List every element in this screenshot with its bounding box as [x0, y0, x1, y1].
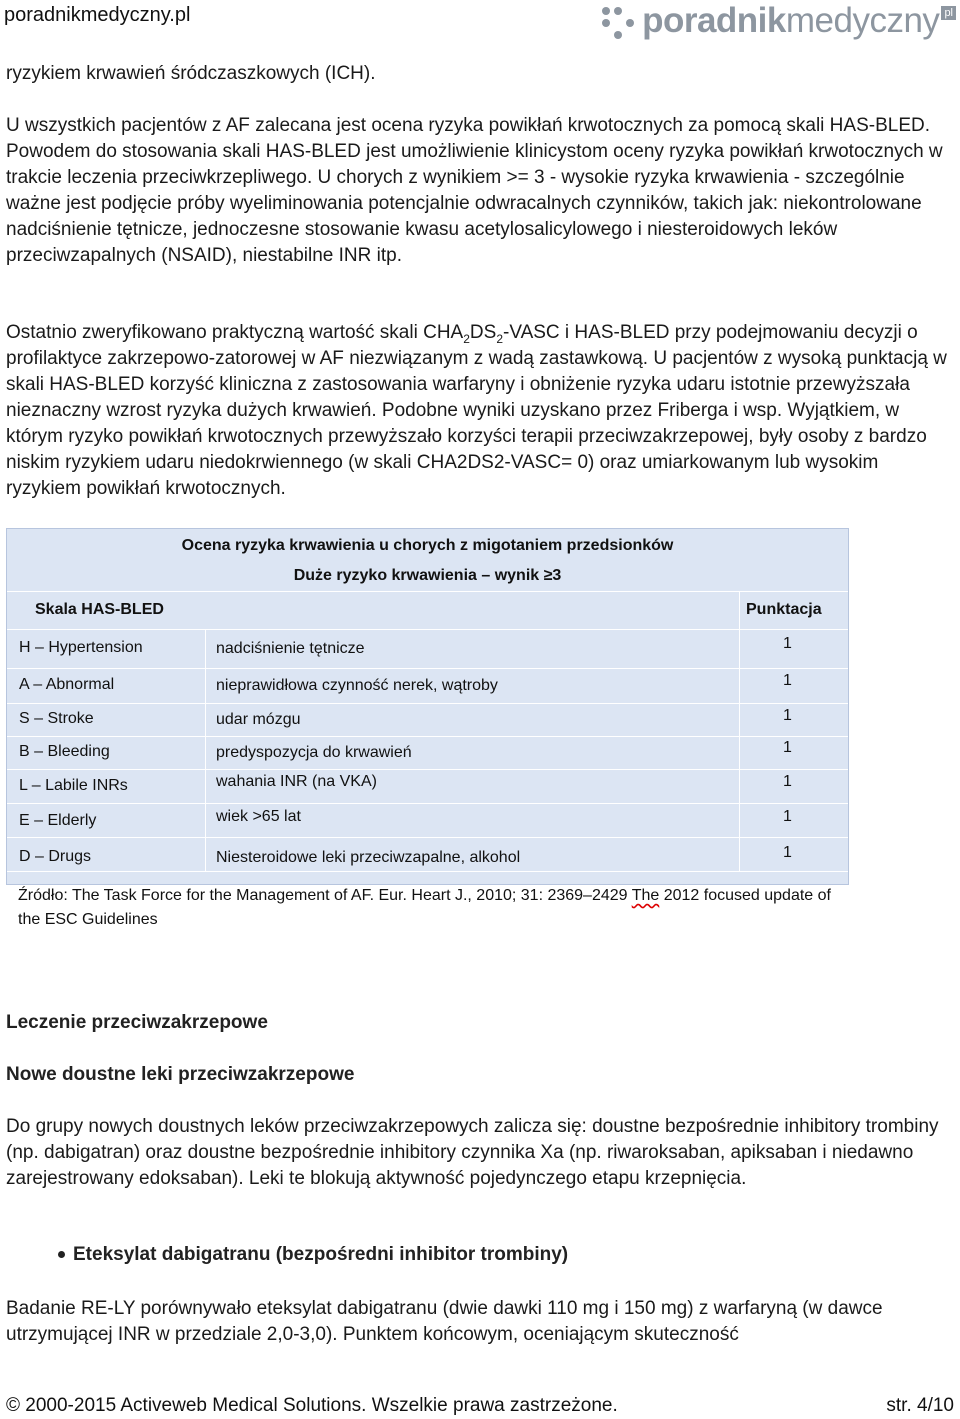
footer-copyright: © 2000-2015 Activeweb Medical Solutions. Wszelkie prawa zastrzeżone.: [6, 1395, 618, 1416]
table-row-desc: wiek >65 lat: [216, 808, 301, 825]
table-row-letter: H – Hypertension: [19, 639, 143, 656]
paragraph-5: Badanie RE-LY porównywało eteksylat dabigatranu (dwie dawki 110 mg i 150 mg) z warfaryną (w dawce utrzymującej INR w przedziale 2,0-3,0). Punktem końcowym, oceniającym skuteczność: [6, 1298, 883, 1345]
table-row-letter: S – Stroke: [19, 710, 94, 727]
site-name: poradnikmedyczny.pl: [4, 4, 191, 26]
subsection-heading: Nowe doustne leki przeciwzakrzepowe: [6, 1064, 355, 1085]
section-heading: Leczenie przeciwzakrzepowe: [6, 1012, 268, 1033]
table-row-letter: E – Elderly: [19, 812, 97, 829]
table-row-desc: Niesteroidowe leki przeciwzapalne, alkohol: [216, 849, 521, 866]
table-row-points: 1: [783, 808, 792, 825]
table-row-points: 1: [783, 844, 792, 861]
page-number: str. 4/10: [886, 1395, 954, 1416]
table-row-letter: D – Drugs: [19, 848, 92, 865]
table-row-points: 1: [783, 707, 792, 724]
table-title: Ocena ryzyka krwawienia u chorych z migotaniem przedsionków: [181, 537, 674, 554]
logo-badge: pl: [941, 6, 956, 20]
bullet-icon: [58, 1251, 65, 1258]
table-row-points: 1: [783, 773, 792, 790]
paragraph-4: Do grupy nowych doustnych leków przeciwzakrzepowych zalicza się: doustne bezpośrednie inhibitory trombiny (np. dabigatran) oraz doustne bezpośrednie inhibitory czynnika Xa (np. riwaroksaban, apiksaban i niedawno zarejestrowany edoksaban). Leki te blokują aktywność pojedynczego etapu krzepnięcia.: [6, 1116, 939, 1189]
column-header-points: Punktacja: [746, 601, 822, 618]
table-row-letter: B – Bleeding: [19, 743, 110, 760]
paragraph-1: ryzykiem krwawień śródczaszkowych (ICH).: [6, 63, 376, 84]
table-row-points: 1: [783, 739, 792, 756]
column-header-scale: Skala HAS-BLED: [35, 601, 164, 618]
site-logo: [600, 0, 956, 42]
table-row-desc: nadciśnienie tętnicze: [216, 640, 365, 657]
table-row-letter: A – Abnormal: [19, 676, 115, 693]
table-row-points: 1: [783, 672, 792, 689]
table-row-letter: L – Labile INRs: [19, 777, 128, 794]
paragraph-3: Ostatnio zweryfikowano praktyczną wartość skali $CHA_2DS_2$-VASC i HAS-BLED przy podejmowaniu decyzji o profilaktyce zakrzepowo-zatorowej w AF niezwiązanym z wadą zastawkową. U pacjentów z wysoką punktacją w skali HAS-BLED korzyść kliniczna z zastosowania warfaryny i obniżenie ryzyka udaru istotnie przewyższała nieznaczny wzrost ryzyka dużych krwawień. Podobne wyniki uzyskano przez Friberga i wsp. Wyjątkiem, w którym ryzyko powikłań krwotocznych przewyższało korzyści terapii przeciwzakrzepowej, były osoby z bardzo niskim ryzykiem udaru niedokrwiennego (w skali CHA2DS2-VASC= 0) oraz umiarkowanym lub wysokim ryzykiem powikłań krwotocznych.: [6, 322, 947, 499]
table-row-desc: nieprawidłowa czynność nerek, wątroby: [216, 677, 498, 694]
table-subtitle: Duże ryzyko krwawienia – wynik ≥3: [293, 567, 562, 584]
table-source: Źródło: The Task Force for the Management of AF. Eur. Heart J., 2010; 31: 2369–2429 The 2012 focused update of the ESC Guidelines: [18, 887, 831, 928]
table-row-desc: predyspozycja do krwawień: [216, 744, 412, 761]
has-bled-table: [6, 528, 849, 885]
paragraph-2: U wszystkich pacjentów z AF zalecana jest ocena ryzyka powikłań krwotocznych za pomocą skali HAS-BLED. Powodem do stosowania skali HAS-BLED jest umożliwienie klinicystom oceny ryzyka powikłań krwotocznych w trakcie leczenia przeciwkrzepliwego. U chorych z wynikiem >= 3 - wysokie ryzyka krwawienia - szczególnie ważne jest podjęcie próby wyeliminowania potencjalnie odwracalnych czynników, takich jak: niekontrolowane nadciśnienie tętnicze, jednoczesne stosowanie kwasu acetylosalicylowego i niesteroidowych leków przeciwzapalnych (NSAID), niestabilne INR itp.: [6, 115, 943, 266]
table-row-points: 1: [783, 635, 792, 652]
table-row-desc: wahania INR (na VKA): [216, 773, 377, 790]
bullet-list-item: Eteksylat dabigatranu (bezpośredni inhibitor trombiny): [58, 1244, 568, 1266]
logo-dots-icon: [600, 3, 636, 39]
logo-text: poradnikmedyczny: [642, 1, 940, 40]
table-row-desc: udar mózgu: [216, 711, 301, 728]
